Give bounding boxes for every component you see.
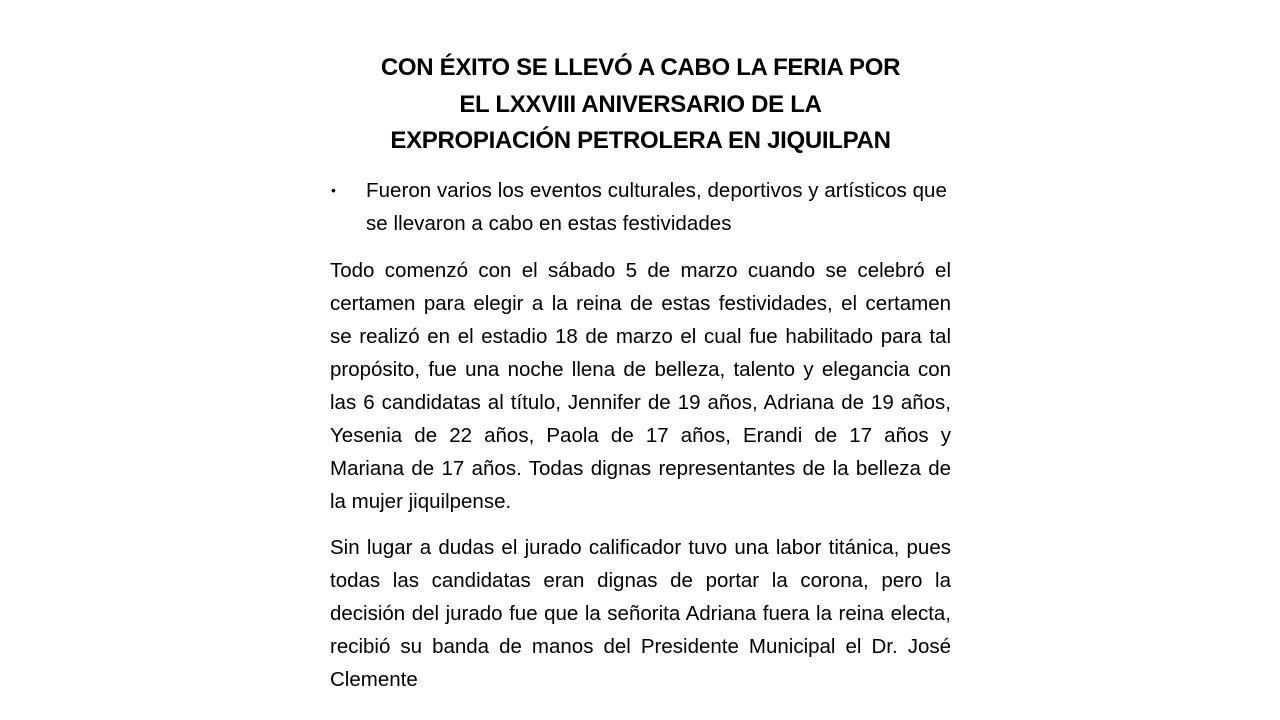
bullet-icon: • — [331, 181, 336, 198]
document-page — [330, 50, 951, 696]
summary-bullet-item — [330, 174, 951, 240]
title-line-2: EL LXXVIII ANIVERSARIO DE LA — [459, 90, 822, 118]
body-paragraph-2: Sin lugar a dudas el jurado calificador tuvo una labor titánica, pues todas las candidatas eran dignas de portar la corona, pero la decisión del jurado fue que la señorita Adriana fuera la reina electa, recibió su banda de manos del Presidente Municipal el Dr. José Clemente — [330, 535, 951, 691]
summary-bullet-list — [330, 174, 951, 240]
bullet-text: Fueron varios los eventos culturales, deportivos y artísticos que se llevaron a cabo en estas festividades — [366, 178, 947, 235]
document-title — [330, 50, 951, 160]
body-paragraph-1: Todo comenzó con el sábado 5 de marzo cuando se celebró el certamen para elegir a la reina de estas festividades, el certamen se realizó en el estadio 18 de marzo el cual fue habilitado para tal propósito, fue una noche llena de belleza, talento y elegancia con las 6 candidatas al título, Jennifer de 19 años, Adriana de 19 años, Yesenia de 22 años, Paola de 17 años, Erandi de 17 años y Mariana de 17 años. Todas dignas representantes de la belleza de la mujer jiquilpense. — [330, 258, 951, 513]
title-line-1: CON ÉXITO SE LLEVÓ A CABO LA FERIA POR — [380, 54, 901, 81]
title-line-3: EXPROPIACIÓN PETROLERA EN JIQUILPAN — [390, 127, 891, 154]
